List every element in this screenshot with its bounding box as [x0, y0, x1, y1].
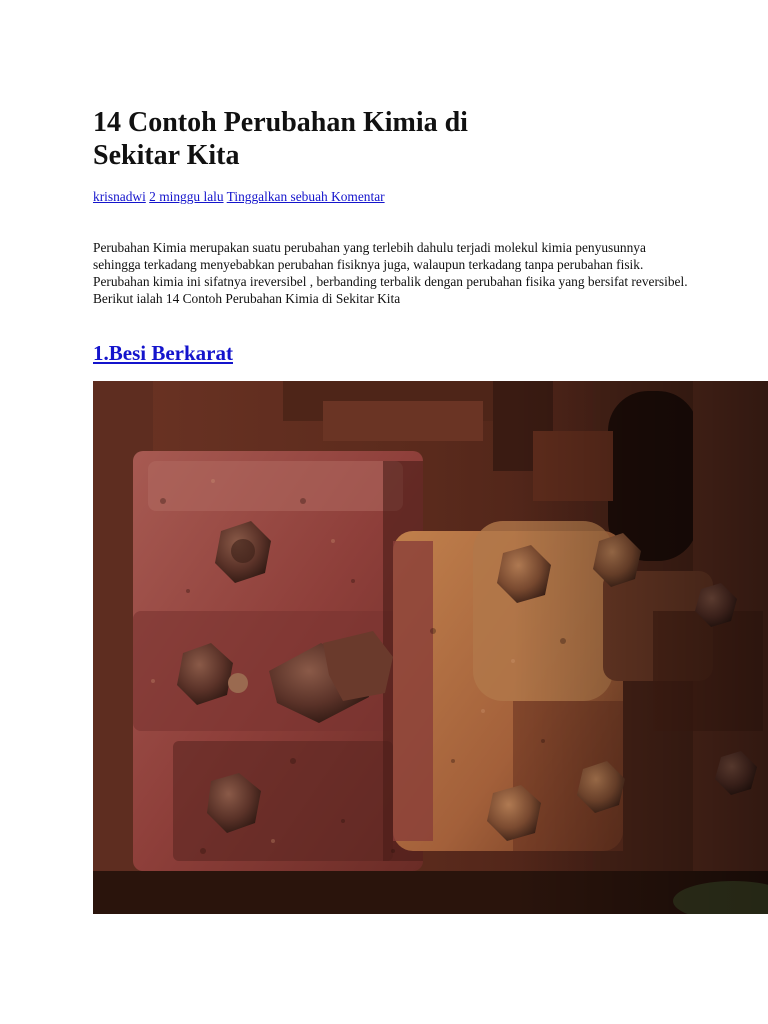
section-heading-link[interactable]: 1.Besi Berkarat: [93, 341, 233, 365]
article-title-line2: Sekitar Kita: [93, 140, 240, 171]
leave-comment-link[interactable]: Tinggalkan sebuah Komentar: [226, 189, 385, 204]
article-title-line1: 14 Contoh Perubahan Kimia di: [93, 107, 468, 138]
section-heading-besi-berkarat: [93, 340, 233, 366]
rusty-iron-illustration: [93, 381, 768, 914]
post-time-link[interactable]: 2 minggu lalu: [149, 189, 224, 204]
article-byline: [93, 189, 385, 205]
author-link[interactable]: krisnadwi: [93, 189, 146, 204]
rusty-iron-bolts-photo: [93, 381, 768, 914]
article-title: [93, 106, 553, 172]
article-intro-paragraph: Perubahan Kimia merupakan suatu perubahan yang terlebih dahulu terjadi molekul kimia penyusunnya sehingga terkadang menyebabkan perubahan fisiknya juga, walaupun terkadang tanpa perubahan fisik. Perubahan kimia ini sifatnya ireversibel , berbanding terbalik dengan perubahan fisika yang bersifat reversibel. Berikut ialah 14 Contoh Perubahan Kimia di Sekitar Kita: [93, 240, 688, 306]
